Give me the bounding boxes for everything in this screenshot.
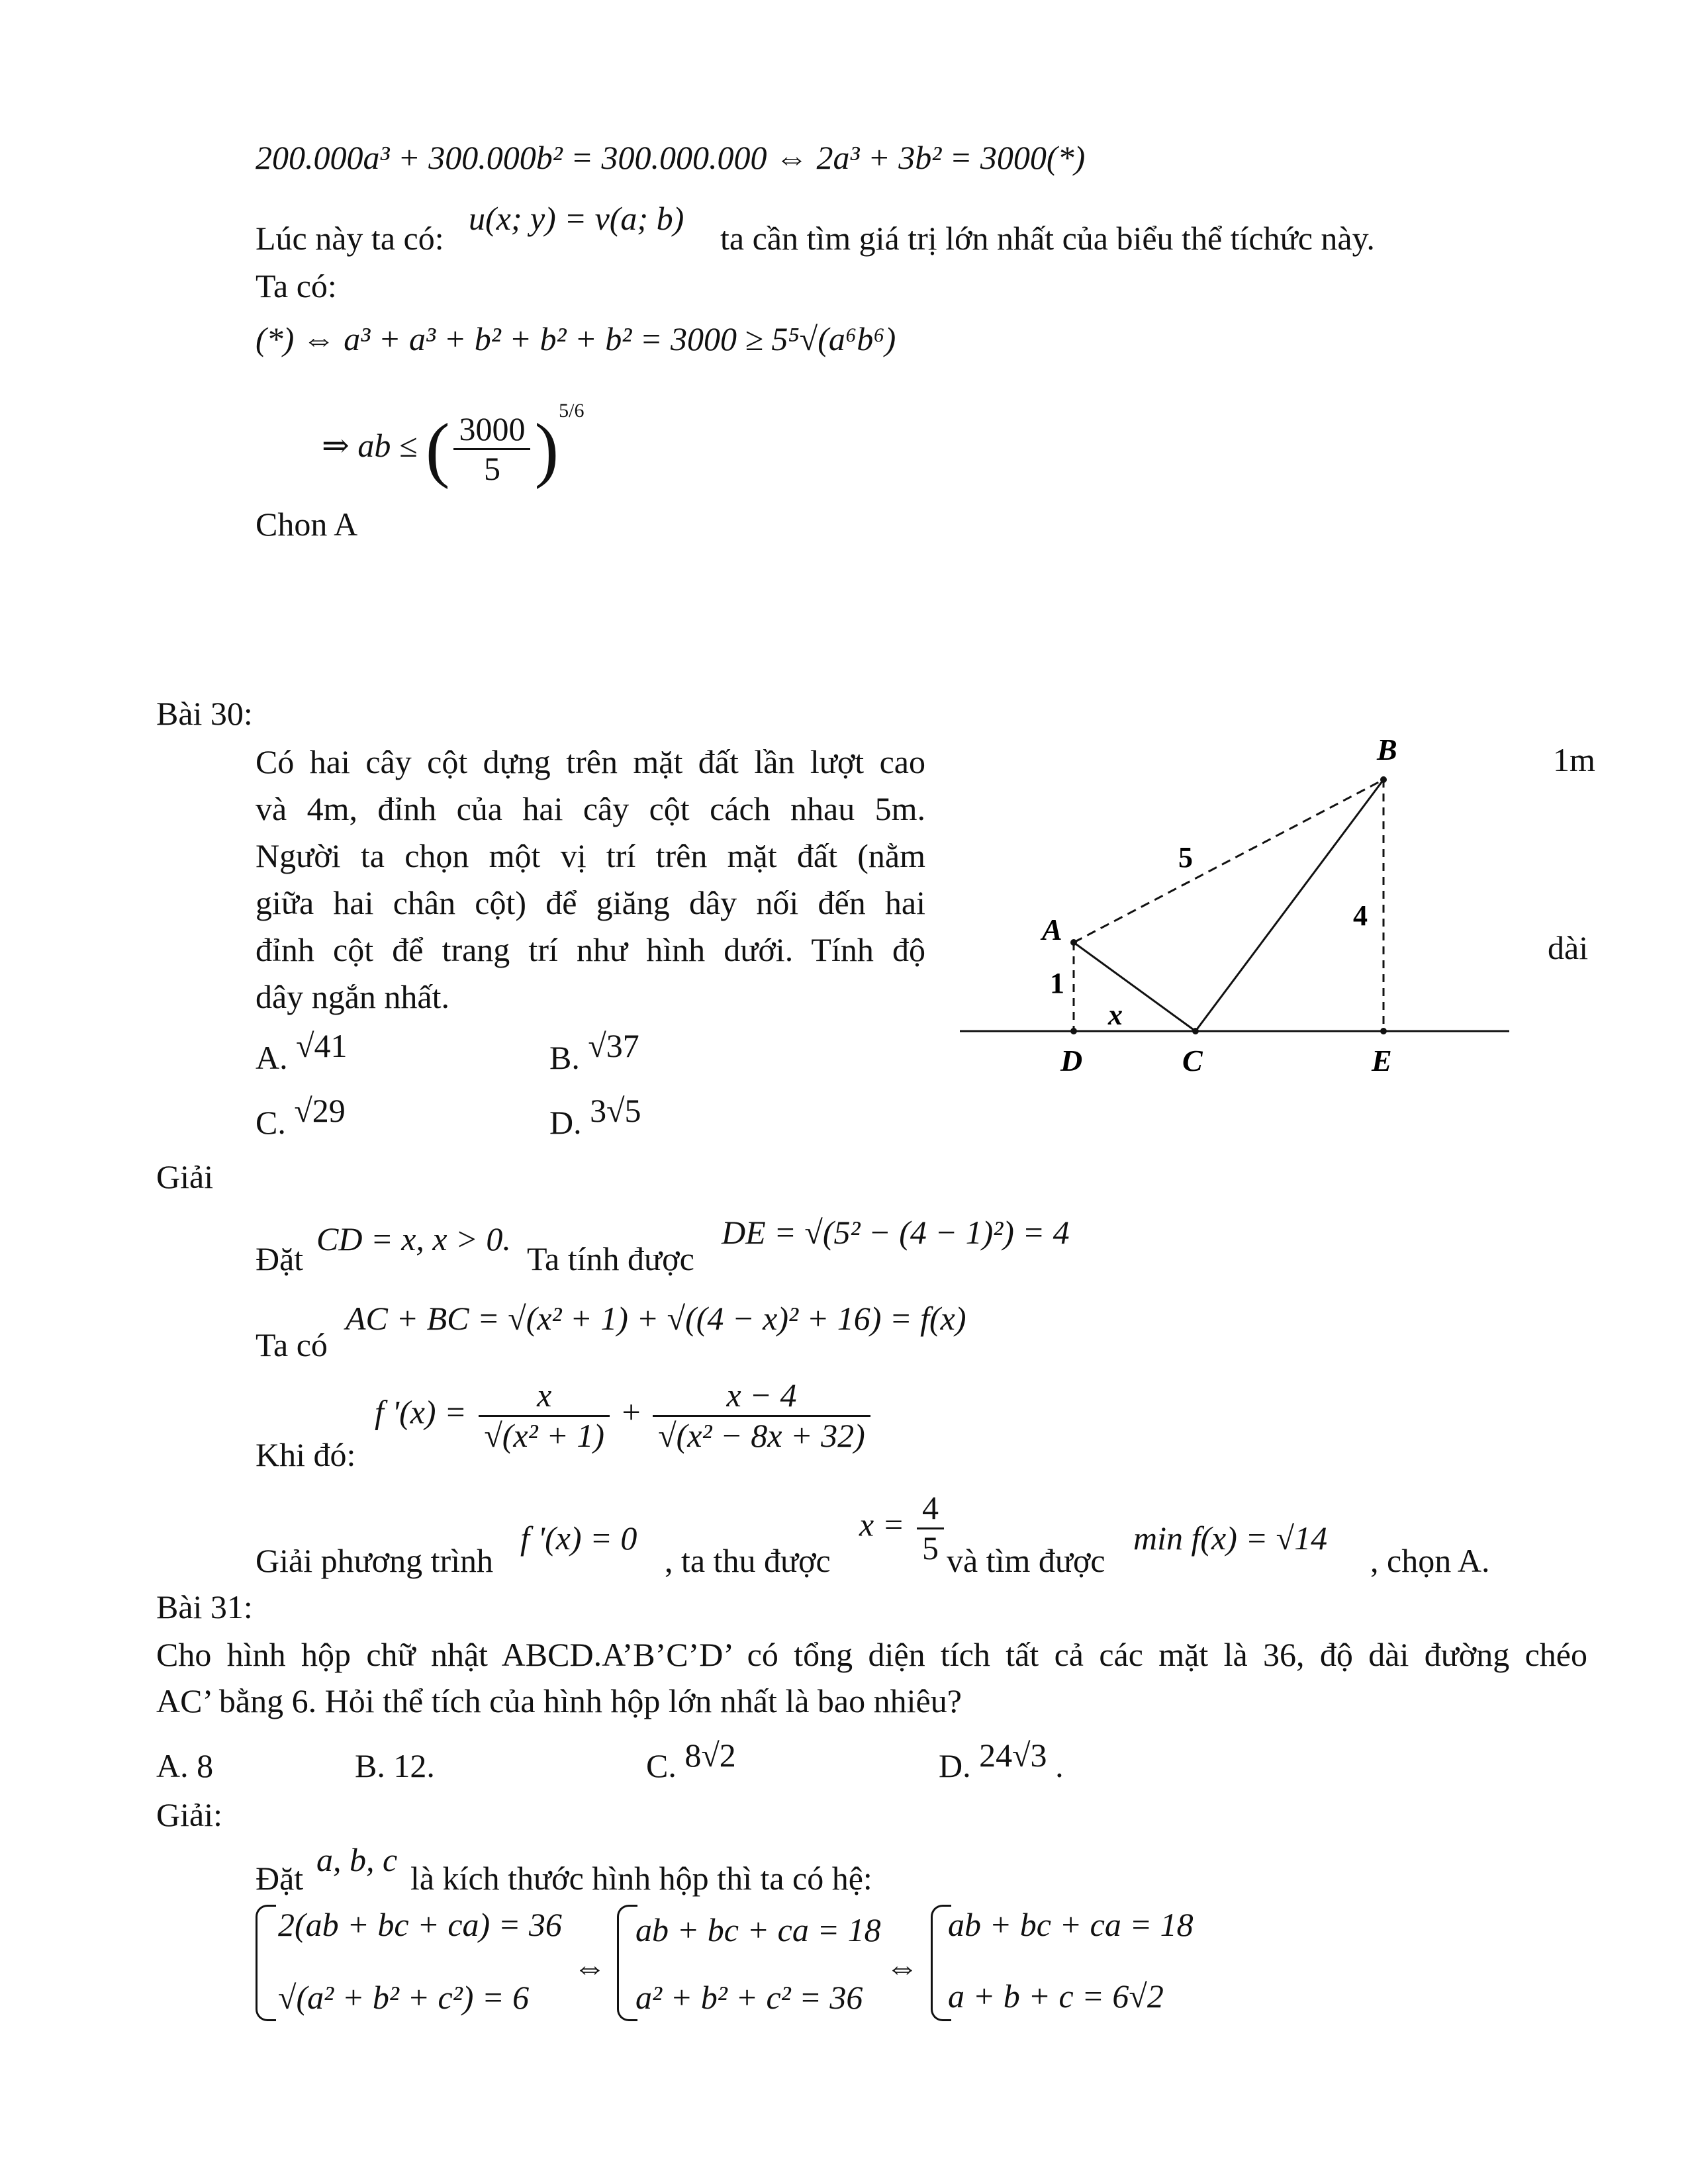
label-e: E <box>1372 1044 1392 1077</box>
system2-eq-2: a² + b² + c² = 36 <box>635 1979 863 2016</box>
bai31-option-a: A. 8 <box>156 1747 214 1784</box>
option-value: 3√5 <box>590 1092 641 1129</box>
bai30-x-value <box>859 1489 948 1567</box>
bai30-dat-math: CD = x, x > 0. <box>316 1220 511 1257</box>
bai30-option-a <box>256 1027 348 1077</box>
bai30-line-4: giữa hai chân cột) để giăng dây nối đến hai <box>256 884 925 921</box>
bai30-line-1: Có hai cây cột dựng trên mặt đất lần lượt cao <box>256 743 925 780</box>
bai31-dat-suffix: là kích thước hình hộp thì ta có hệ: <box>410 1860 872 1897</box>
bai30-taco-label: Ta có <box>256 1326 328 1363</box>
derivative-lhs: f '(x) = <box>375 1393 467 1431</box>
bai30-giaipt-mid2: và tìm được <box>947 1542 1105 1579</box>
segment-ac <box>1074 942 1196 1031</box>
point-a <box>1070 939 1077 946</box>
system1-eq-2: √(a² + b² + c²) = 6 <box>278 1979 530 2016</box>
bai31-dat-math: a, b, c <box>316 1841 398 1878</box>
option-label: B. <box>549 1039 580 1076</box>
option-label: D. <box>549 1104 582 1141</box>
equiv-1: ⇔ <box>573 1948 606 1985</box>
point-b <box>1380 776 1387 783</box>
bai30-ac-bc-formula: AC + BC = √(x² + 1) + √((4 − x)² + 16) = f(x) <box>346 1300 966 1337</box>
x-eq-label: x = <box>859 1506 905 1543</box>
frac2-numerator: x − 4 <box>653 1377 870 1417</box>
label-b: B <box>1377 733 1397 766</box>
bai30-dat-mid: Ta tính được <box>527 1240 694 1277</box>
bai31-option-b: B. 12. <box>355 1747 435 1784</box>
label-c: C <box>1182 1044 1203 1077</box>
frac1-numerator: x <box>479 1377 610 1417</box>
length-dc: x <box>1108 999 1123 1031</box>
length-be: 4 <box>1353 899 1368 932</box>
bai30-figure <box>953 728 1523 1099</box>
bai30-chon: , chọn A. <box>1370 1542 1490 1579</box>
luc-nay-math: u(x; y) = v(a; b) <box>469 200 684 237</box>
bai31-option-d <box>939 1737 1064 1786</box>
luc-nay-label: Lúc này ta có: <box>256 220 444 257</box>
ta-co-label: Ta có: <box>256 267 337 304</box>
frac1-denominator: √(x² + 1) <box>484 1416 604 1454</box>
ab-fraction <box>453 410 530 488</box>
ab-numerator: 3000 <box>453 410 530 451</box>
bai30-problem <box>256 739 925 1021</box>
chon-a: Chon A <box>256 506 358 543</box>
plus-sign: + <box>622 1393 641 1431</box>
x-numerator: 4 <box>917 1489 944 1529</box>
bai31-option-c <box>646 1737 736 1786</box>
system3-eq-2: a + b + c = 6√2 <box>948 1978 1164 2015</box>
bai30-giaipt-label: Giải phương trình <box>256 1542 494 1579</box>
bai30-side-1m: 1m <box>1553 741 1595 778</box>
label-a: A <box>1042 913 1062 946</box>
system1-eq-1: 2(ab + bc + ca) = 36 <box>278 1906 562 1943</box>
bai30-option-b <box>549 1027 639 1077</box>
bai30-line-3: Người ta chọn một vị trí trên mặt đất (nằm <box>256 837 925 874</box>
bai30-dat-label: Đặt <box>256 1240 304 1277</box>
bai30-min-value: min f(x) = √14 <box>1133 1520 1328 1557</box>
system3-eq-1: ab + bc + ca = 18 <box>948 1906 1194 1943</box>
bai30-giaipt-eq: f '(x) = 0 <box>520 1520 637 1557</box>
option-value: 24√3 <box>979 1737 1047 1774</box>
bai30-option-d <box>549 1092 641 1142</box>
bai31-giai: Giải: <box>156 1796 222 1833</box>
bai31-problem-line-1: Cho hình hộp chữ nhật ABCD.A’B’C’D’ có tổng diện tích tất cả các mặt là 36, độ dài đường chéo <box>156 1636 1587 1673</box>
point-d <box>1070 1028 1077 1034</box>
option-label: D. <box>939 1747 971 1784</box>
x-denominator: 5 <box>921 1529 939 1567</box>
segment-ab <box>1074 780 1383 942</box>
right-paren: ) <box>534 408 559 490</box>
frac2-denominator: √(x² − 8x + 32) <box>658 1416 865 1454</box>
x-fraction <box>917 1489 944 1567</box>
bai30-line-5: đỉnh cột để trang trí như hình dưới. Tính độ <box>256 931 925 968</box>
bai30-side-dai: dài <box>1548 929 1589 966</box>
system2-brace <box>617 1905 637 2021</box>
option-value: 8√2 <box>684 1737 736 1774</box>
system1-brace <box>256 1905 276 2021</box>
bai30-line-2: và 4m, đỉnh của hai cây cột cách nhau 5m. <box>256 790 925 827</box>
length-ad: 1 <box>1050 967 1064 999</box>
bai31-problem-line-2: AC’ bằng 6. Hỏi thể tích của hình hộp lớn nhất là bao nhiêu? <box>156 1682 962 1719</box>
option-value: √41 <box>296 1027 348 1064</box>
length-ab: 5 <box>1178 841 1193 874</box>
bai30-option-c <box>256 1092 346 1142</box>
bai30-line-6: dây ngắn nhất. <box>256 978 449 1015</box>
equation-star: 200.000a³ + 300.000b² = 300.000.000 ⇔ 2a³ + 3b² = 3000(*) <box>256 139 1086 176</box>
ab-exponent: 5/6 <box>559 400 585 422</box>
luc-nay-suffix: ta cần tìm giá trị lớn nhất của biểu thể tíchức này. <box>720 220 1375 257</box>
point-e <box>1380 1028 1387 1034</box>
label-d: D <box>1060 1044 1083 1077</box>
am-gm-inequality: (*) ⇔ a³ + a³ + b² + b² + b² = 3000 ≥ 5⁵√(a⁶b⁶) <box>256 320 896 357</box>
equiv-2: ⇔ <box>886 1948 919 1985</box>
point-c <box>1192 1028 1199 1034</box>
derivative-frac-1 <box>479 1377 610 1455</box>
bai30-title: Bài 30: <box>156 695 253 732</box>
bai30-giai: Giải <box>156 1158 214 1195</box>
ab-bound <box>322 400 584 491</box>
ab-bound-prefix: ⇒ ab ≤ <box>322 427 418 464</box>
option-value: √29 <box>294 1092 346 1129</box>
bai31-title: Bài 31: <box>156 1588 253 1625</box>
option-label: C. <box>646 1747 677 1784</box>
system2-eq-1: ab + bc + ca = 18 <box>635 1911 881 1948</box>
option-end: . <box>1055 1747 1064 1784</box>
option-value: √37 <box>588 1027 639 1064</box>
derivative-frac-2 <box>653 1377 870 1455</box>
bai30-de-formula: DE = √(5² − (4 − 1)²) = 4 <box>722 1214 1070 1251</box>
bai31-dat-label: Đặt <box>256 1860 304 1897</box>
bai30-khido-label: Khi đó: <box>256 1436 356 1473</box>
bai30-giaipt-mid: , ta thu được <box>665 1542 831 1579</box>
left-paren: ( <box>425 408 450 490</box>
bai30-derivative <box>375 1377 874 1455</box>
option-label: C. <box>256 1104 286 1141</box>
option-label: A. <box>256 1039 288 1076</box>
ab-denominator: 5 <box>483 450 500 488</box>
